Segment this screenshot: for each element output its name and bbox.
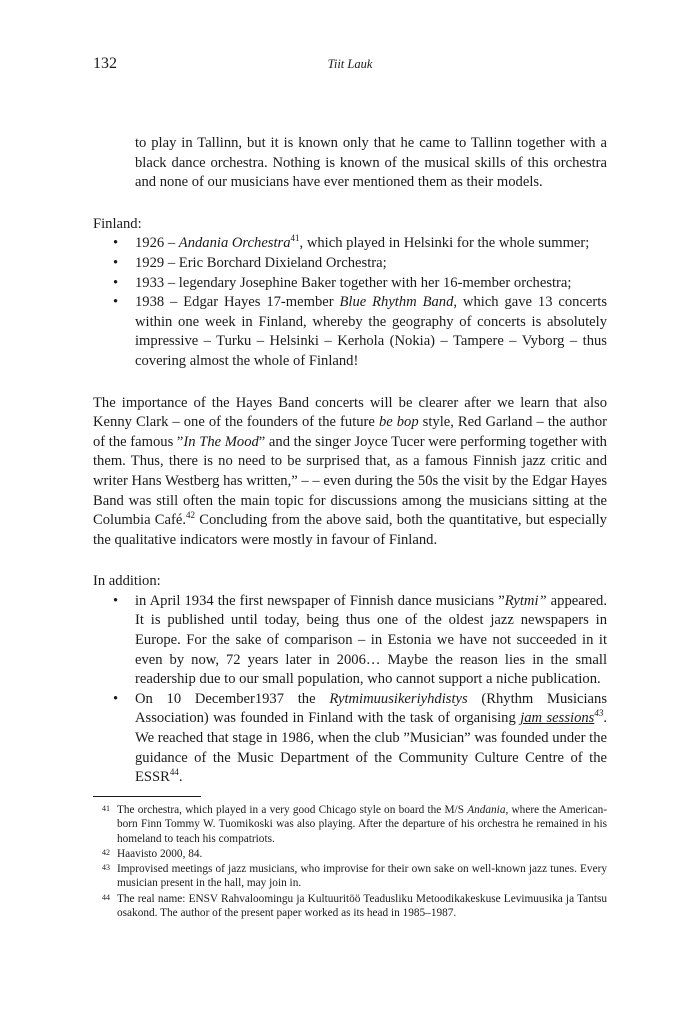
footnote-text: where the American-born Finn Tommy W. Tuomikoski was also playing. After the departure of his orchestra he remained in his homeland to teach his compatriots.: [117, 804, 608, 845]
item-text: .: [178, 769, 183, 786]
footnotes: [93, 796, 607, 921]
paragraph-italic: In The Mood: [183, 433, 259, 450]
item-italic: Rytmimuusikeriyhdistys: [329, 690, 468, 707]
bullet-icon: •: [113, 235, 119, 252]
footnote-ref: 43: [594, 708, 604, 719]
bullet-icon: •: [113, 592, 119, 609]
item-text: . We reached that stage in 1986, when the club ”Musician” was founded under the guidance of the Music Department of the Community Culture Centre of the ESSR: [135, 710, 607, 786]
footnote-number: 44: [102, 892, 110, 902]
main-text: [93, 134, 607, 788]
item-italic: Andania Orchestra: [178, 235, 291, 252]
paragraph-italic: be bop: [378, 414, 419, 431]
list-item: [93, 293, 607, 371]
paragraph-text: ” and the singer Joyce Tucer were performing together with them. Thus, there is no need to be surprised that, as a famous Finnish jazz critic and writer Hans Westberg has written,” – – even during the 50s the visit by the Edgar Hayes Band was still often the main topic for discussions among the musicians sitting at the Columbia Café.: [93, 433, 607, 529]
footnote-number: 41: [102, 804, 110, 813]
bullet-icon: •: [113, 294, 119, 311]
footnote-number: 43: [102, 863, 110, 873]
footnote: [93, 892, 607, 921]
paragraph-text: style, Red Garland – the author of the famous ”: [93, 414, 607, 450]
paragraph-text: Concluding from the above said, both the quantitative, but especially the qualitative indicators were mostly in favour of Finland.: [93, 512, 607, 548]
item-text: 1926 –: [135, 235, 179, 252]
footnote-divider: [93, 796, 201, 797]
footnote-text: The orchestra, which played in a very good Chicago style on board the M/S: [117, 804, 468, 816]
footnote: [93, 862, 607, 891]
bullet-icon: •: [113, 254, 119, 271]
footnote-text: Improvised meetings of jazz musicians, who improvise for their own sake on well-known jazz tunes. Every musician present in the hall, may join in.: [117, 863, 607, 890]
list-item: [93, 690, 607, 788]
list-item: [93, 274, 607, 294]
list-item: [93, 592, 607, 690]
item-text: appeared. It is published until today, being thus one of the oldest jazz newspapers in Europe. For the sake of comparison – in Estonia we have not succeeded in it even by now, 72 years later in 2006… Maybe the reason lies in the small readership due to our small population, who cannot support a niche publication.: [135, 592, 607, 688]
footnote-italic: Andania,: [467, 804, 509, 816]
item-text: 1938 – Edgar Hayes 17-member: [135, 294, 340, 311]
bullet-icon: •: [113, 274, 119, 291]
item-text: 1929 – Eric Borchard Dixieland Orchestra;: [135, 254, 387, 271]
list-item: [93, 254, 607, 274]
paragraph-text: The importance of the Hayes Band concerts will be clearer after we learn that also Kenny Clark – one of the founders of the future: [93, 394, 607, 431]
footnote-ref: 44: [169, 767, 179, 778]
item-text: (Rhythm Musicians Association) was founded in Finland with the task of organising: [135, 690, 608, 727]
bullet-icon: •: [113, 690, 119, 707]
addition-heading: In addition:: [93, 573, 161, 590]
footnote-ref: 42: [186, 510, 195, 521]
item-italic: Rytmi”: [504, 592, 547, 609]
hayes-paragraph: [93, 394, 607, 551]
item-italic: jam sessions: [520, 710, 595, 727]
addition-list: [93, 592, 607, 788]
item-text: 1933 – legendary Josephine Baker together with her 16-member orchestra;: [135, 274, 572, 291]
item-text: in April 1934 the first newspaper of Finnish dance musicians ”: [135, 592, 505, 609]
running-title: Tiit Lauk: [327, 57, 373, 71]
finland-heading: Finland:: [93, 215, 142, 232]
footnote-text: Haavisto 2000, 84.: [117, 847, 203, 860]
footnote: [93, 803, 607, 846]
list-item: [93, 234, 607, 254]
page-number: 132: [93, 55, 117, 72]
footnote: [93, 847, 607, 861]
footnote-text: The real name: ENSV Rahvaloomingu ja Kultuuritöö Teadusliku Metoodikakeskuse Levimuusika ja Tantsu osakond. The author of the present paper worked as its head in 1985–1987.: [117, 892, 607, 920]
finland-list: [93, 234, 607, 371]
item-italic: Blue Rhythm Band: [339, 294, 454, 311]
item-text: , which gave 13 concerts within one week in Finland, whereby the geography of concerts is absolutely impressive – Turku – Helsinki – Kerhola (Nokia) – Tampere – Vyborg – thus covering almost the whole of Finland!: [135, 294, 607, 369]
item-text: On 10 December1937 the: [135, 690, 330, 707]
footnote-number: 42: [102, 847, 110, 857]
footnote-ref: 41: [290, 233, 300, 244]
item-text: , which played in Helsinki for the whole summer;: [299, 235, 590, 252]
intro-paragraph: to play in Tallinn, but it is known only that he came to Tallinn together with a black dance orchestra. Nothing is known of the musical skills of this orchestra and none of our musicians have ever mentioned them as their models.: [135, 135, 607, 191]
